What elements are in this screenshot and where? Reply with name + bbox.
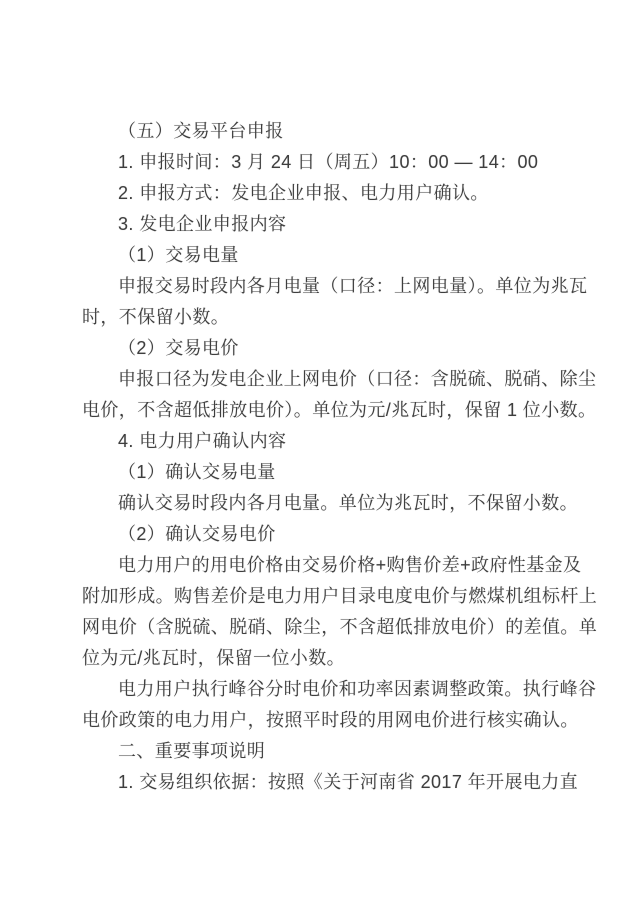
document-line: 网电价（含脱硫、脱硝、除尘，不含超低排放电价）的差值。单 — [82, 617, 598, 637]
document-line: 申报交易时段内各月电量（口径：上网电量）。单位为兆瓦 — [118, 276, 588, 296]
document-line: 4. 电力用户确认内容 — [118, 431, 287, 451]
document-line: 电价，不含超低排放电价）。单位为元/兆瓦时，保留 1 位小数。 — [82, 400, 597, 420]
document-line: 2. 申报方式：发电企业申报、电力用户确认。 — [118, 183, 489, 203]
document-line: 电价政策的电力用户，按照平时段的用网电价进行核实确认。 — [82, 710, 579, 730]
document-line: 3. 发电企业申报内容 — [118, 214, 287, 234]
document-line: 位为元/兆瓦时，保留一位小数。 — [82, 648, 345, 668]
document-body — [82, 116, 598, 798]
document-line: 电力用户的用电价格由交易价格+购售价差+政府性基金及 — [118, 555, 582, 575]
document-line: 电力用户执行峰谷分时电价和功率因素调整政策。执行峰谷 — [118, 679, 597, 699]
document-line: （2）交易电价 — [118, 338, 239, 358]
document-line: 1. 申报时间：3 月 24 日（周五）10：00 — 14：00 — [118, 152, 539, 172]
document-line: （五）交易平台申报 — [118, 121, 284, 141]
document-line: 二、重要事项说明 — [118, 741, 266, 761]
document-line: （1）交易电量 — [118, 245, 239, 265]
document-line: 申报口径为发电企业上网电价（口径：含脱硫、脱硝、除尘 — [118, 369, 597, 389]
document-line: 确认交易时段内各月电量。单位为兆瓦时，不保留小数。 — [118, 493, 578, 513]
document-line: 附加形成。购售差价是电力用户目录电度电价与燃煤机组标杆上 — [82, 586, 598, 606]
document-line: （2）确认交易电价 — [118, 524, 276, 544]
document-line: 1. 交易组织依据：按照《关于河南省 2017 年开展电力直 — [118, 772, 579, 792]
document-line: （1）确认交易电量 — [118, 462, 276, 482]
document-line: 时，不保留小数。 — [82, 307, 230, 327]
